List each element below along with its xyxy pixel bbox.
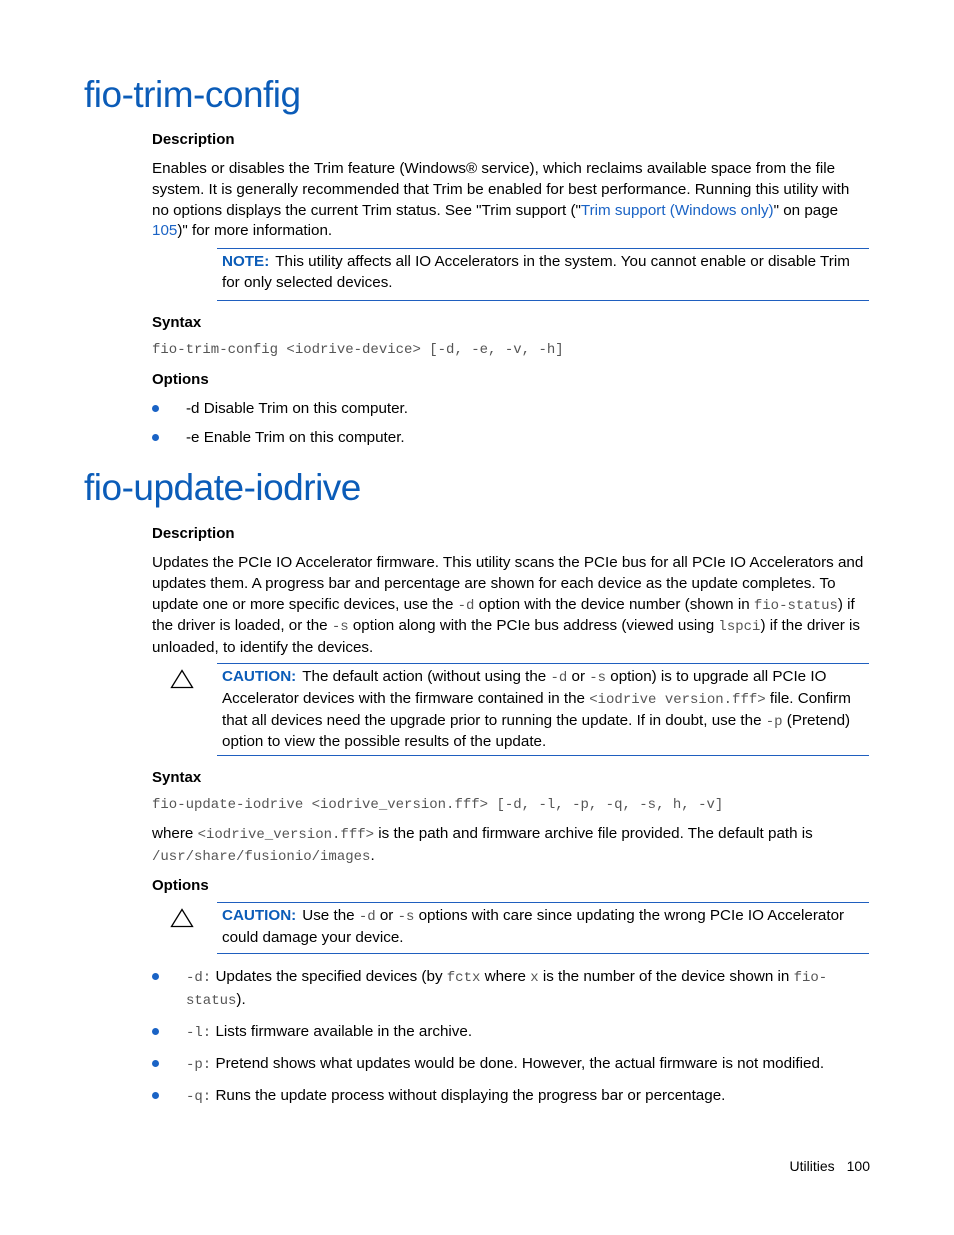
note-label: NOTE:	[222, 253, 270, 270]
text-run: Use the	[302, 907, 359, 924]
warning-triangle-icon	[170, 908, 194, 928]
list-item	[152, 427, 868, 448]
text-run: file. Confirm that all devices need the upgrade prior to running the update. If in doubt, use the	[222, 689, 851, 729]
page-105-link[interactable]: 105	[152, 222, 178, 240]
option-text: -d Disable Trim on this computer.	[186, 400, 408, 417]
section-title-trim-config: fio-trim-config	[84, 74, 301, 115]
code-run: <iodrive version.fff>	[589, 691, 766, 708]
list-item	[152, 1085, 868, 1108]
code-run: fio-status	[186, 970, 828, 1009]
text-run: )" for more information.	[177, 222, 333, 240]
text-run: Runs the update process without displaying the progress bar or percentage.	[211, 1087, 726, 1104]
code-run: -p	[765, 713, 783, 730]
text-run: where	[480, 968, 531, 985]
text-run: options with care since updating the wrong PCIe IO Accelerator could damage your device.	[222, 907, 845, 946]
page-number: 100	[846, 1158, 870, 1174]
code-run: -s	[589, 670, 607, 686]
list-item	[152, 966, 868, 1012]
bullet-icon	[152, 1092, 159, 1099]
text-run: (Pretend) option to view the possible results of the update.	[222, 711, 851, 751]
caution-label: CAUTION:	[222, 907, 297, 924]
bullet-icon	[152, 973, 159, 980]
text-run: ).	[236, 991, 246, 1008]
text-run: ) if the driver is loaded, or the	[152, 595, 855, 635]
options-heading: Options	[152, 877, 209, 894]
text-run: where	[152, 825, 198, 842]
text-run: .	[370, 846, 375, 864]
text-run: Updates the specified devices (by	[211, 968, 447, 985]
footer-section: Utilities	[789, 1158, 835, 1174]
option-code: -d:	[186, 970, 212, 986]
option-code: -p:	[186, 1057, 212, 1073]
option-text: -e Enable Trim on this computer.	[186, 429, 405, 446]
code-run: -d	[358, 909, 376, 925]
update-syntax: fio-update-iodrive <iodrive_version.fff> [-d, -l, -p, -q, -s, h, -v]	[152, 797, 724, 813]
text-run: is the path and firmware archive file provided. The default path is	[374, 825, 813, 842]
code-run: x	[530, 970, 539, 986]
note-text: This utility affects all IO Accelerators in the system. You cannot enable or disable Trim for only selected devices.	[222, 253, 850, 291]
option-code: -q:	[186, 1089, 212, 1105]
warning-triangle-icon	[170, 669, 194, 689]
description-heading: Description	[152, 525, 235, 542]
list-item	[152, 1053, 868, 1076]
page-footer	[790, 1158, 870, 1174]
code-run: /usr/share/fusionio/images	[152, 848, 371, 865]
default-path-text	[152, 824, 868, 868]
syntax-heading: Syntax	[152, 314, 202, 331]
text-run: Pretend shows what updates would be done. However, the actual firmware is not modified.	[211, 1055, 825, 1072]
description-heading: Description	[152, 131, 235, 148]
trim-syntax: fio-trim-config <iodrive-device> [-d, -e, -v, -h]	[152, 342, 564, 358]
code-run: -s	[331, 619, 349, 636]
caution-label: CAUTION:	[222, 668, 297, 685]
text-run: " on page	[773, 201, 839, 219]
text-run: is the number of the device shown in	[538, 968, 794, 985]
trim-support-link[interactable]: Trim support (Windows only)	[580, 201, 774, 219]
text-run: option along with the PCIe bus address (viewed using	[348, 617, 719, 635]
text-run: The default action (without using the	[302, 668, 551, 685]
code-run: fctx	[446, 970, 481, 986]
code-run: fio-status	[753, 597, 838, 614]
note-box	[217, 248, 869, 301]
update-options-list	[152, 966, 868, 1108]
bullet-icon	[152, 434, 159, 441]
list-item	[152, 398, 868, 419]
options-heading: Options	[152, 371, 209, 388]
code-run: lspci	[718, 619, 761, 636]
text-run: Updates the PCIe IO Accelerator firmware. This utility scans the PCIe bus for all PCIe IO Accelerators and updates them. A progress bar and percentage are shown for each device as the update completes. To update one or more specific devices, use the	[152, 554, 864, 613]
syntax-heading: Syntax	[152, 769, 202, 786]
option-code: -l:	[186, 1025, 212, 1041]
code-run: <iodrive_version.fff>	[197, 827, 375, 843]
bullet-icon	[152, 1028, 159, 1035]
text-run: or	[567, 668, 590, 685]
text-run: Enables or disables the Trim feature (Windows® service), which reclaims available space from the file system. It is generally recommended that Trim be enabled for best performance. Running this utility with no options displays the current Trim status. See "Trim support ("	[152, 160, 850, 219]
caution-box-default-action	[217, 663, 869, 756]
text-run: or	[375, 907, 398, 924]
text-run: option) is to upgrade all PCIe IO Accelerator devices with the firmware contained in the	[222, 668, 827, 707]
bullet-icon	[152, 1060, 159, 1067]
text-run: Lists firmware available in the archive.	[211, 1023, 473, 1040]
bullet-icon	[152, 405, 159, 412]
trim-description	[152, 159, 868, 242]
trim-options-list	[152, 398, 868, 448]
caution-box-wrong-device	[217, 902, 869, 954]
text-run: ) if the driver is unloaded, to identify the devices.	[152, 617, 861, 657]
code-run: -d	[457, 597, 475, 614]
section-title-update-iodrive: fio-update-iodrive	[84, 467, 361, 508]
code-run: -s	[397, 909, 415, 925]
code-run: -d	[550, 670, 568, 686]
update-description	[152, 553, 868, 659]
list-item	[152, 1021, 868, 1044]
text-run: option with the device number (shown in	[474, 595, 754, 613]
